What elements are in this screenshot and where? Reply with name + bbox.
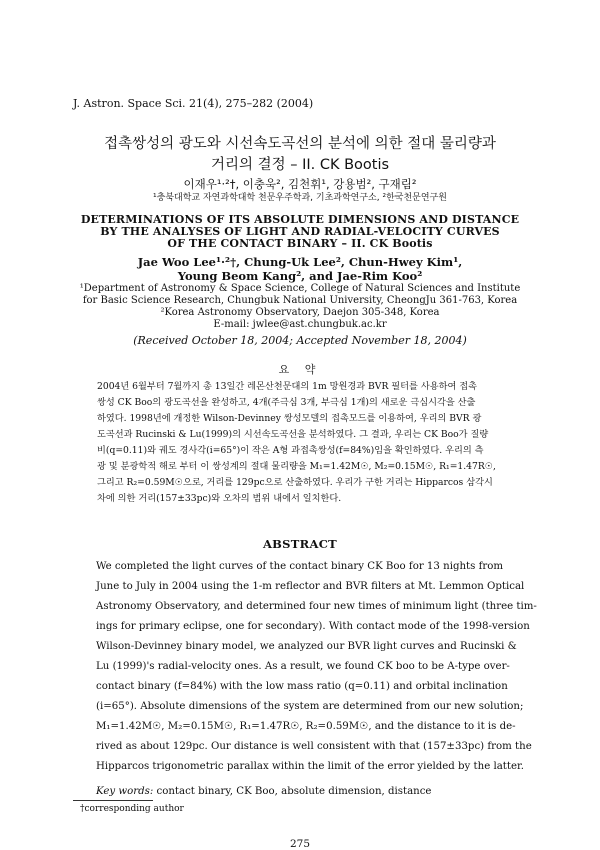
korean-abstract-line: 차에 의한 거리(157±33pc)와 오차의 범위 내에서 일치한다. <box>97 493 342 504</box>
abstract-line: rived as about 129pc. Our distance is well consistent with that (157±33pc) from the <box>96 741 532 752</box>
korean-abstract-line: 광 및 분광학적 해로 부터 이 쌍성계의 절대 물리량을 M₁=1.42M☉, M₂=0.15M☉, R₁=1.47R☉, <box>97 461 496 472</box>
english-authors-line-2: Young Beom Kang², and Jae-Rim Koo² <box>177 269 423 283</box>
page-number: 275 <box>289 838 311 850</box>
keywords-label: Key words: <box>96 786 154 797</box>
journal-reference: J. Astron. Space Sci. 21(4), 275–282 (2004) <box>73 97 314 110</box>
email-address: E-mail: jwlee@ast.chungbuk.ac.kr <box>213 319 387 330</box>
affiliation-1-line-1: ¹Department of Astronomy & Space Science, College of Natural Sciences and Institute <box>79 283 521 294</box>
abstract-heading: ABSTRACT <box>262 537 338 551</box>
keywords <box>96 786 431 797</box>
korean-affiliations: ¹충북대학교 자연과학대학 천문우주학과, 기초과학연구소, ²한국천문연구원 <box>153 193 447 203</box>
abstract-line: Astronomy Observatory, and determined four new times of minimum light (three tim- <box>96 601 537 612</box>
english-title-line-3: OF THE CONTACT BINARY – II. CK Bootis <box>167 237 433 250</box>
abstract-line: (i=65°). Absolute dimensions of the system are determined from our new solution; <box>96 701 524 712</box>
keywords-text: contact binary, CK Boo, absolute dimension, distance <box>156 786 432 797</box>
korean-title-line-2: 거리의 결정 – II. CK Bootis <box>210 157 390 173</box>
korean-abstract <box>97 379 507 507</box>
korean-abstract-heading: 요 약 <box>278 363 322 376</box>
footnote-divider <box>73 800 153 801</box>
korean-abstract-line: 비(q=0.11)와 궤도 경사각(i=65°)이 작은 A형 과접촉쌍성(f=84%)임을 확인하였다. 우리의 측 <box>97 445 484 456</box>
korean-title-line-1: 접촉쌍성의 광도와 시선속도곡선의 분석에 의한 절대 물리량과 <box>104 136 496 152</box>
abstract-line: June to July in 2004 using the 1-m reflector and BVR filters at Mt. Lemmon Optical <box>96 581 525 592</box>
korean-abstract-line: 도곡선과 Rucinski & Lu(1999)의 시선속도곡선을 분석하였다. 그 결과, 우리는 CK Boo가 질량 <box>97 429 489 440</box>
abstract-line: Hipparcos trigonometric parallax within the limit of the error yielded by the latter. <box>96 761 525 772</box>
abstract-line: contact binary (f=84%) with the low mass ratio (q=0.11) and orbital inclination <box>96 681 508 692</box>
korean-authors: 이재우¹·²†, 이충욱², 김천휘¹, 강용범², 구재림² <box>183 177 417 191</box>
abstract-line: We completed the light curves of the contact binary CK Boo for 13 nights from <box>96 561 504 572</box>
korean-abstract-line: 쌍성 CK Boo의 광도곡선을 완성하고, 4개(주극심 3개, 부극심 1개)의 새로운 극심시각을 산출 <box>97 397 476 408</box>
abstract-line: Lu (1999)'s radial-velocity ones. As a result, we found CK boo to be A-type over- <box>96 661 510 672</box>
english-title-line-1: DETERMINATIONS OF ITS ABSOLUTE DIMENSIONS AND DISTANCE <box>80 213 520 226</box>
abstract-line: Wilson-Devinney binary model, we analyzed our BVR light curves and Rucinski & <box>96 641 517 652</box>
english-authors-line-1: Jae Woo Lee¹·²†, Chung-Uk Lee², Chun-Hwey Kim¹, <box>137 255 463 269</box>
english-title-line-2: BY THE ANALYSES OF LIGHT AND RADIAL-VELOCITY CURVES <box>100 225 500 238</box>
abstract-line: M₁=1.42M☉, M₂=0.15M☉, R₁=1.47R☉, R₂=0.59M☉, and the distance to it is de- <box>96 721 516 732</box>
received-accepted-dates: (Received October 18, 2004; Accepted November 18, 2004) <box>133 334 467 347</box>
korean-abstract-line: 그리고 R₂=0.59M☉으로, 거리를 129pc으로 산출하였다. 우리가 구한 거리는 Hipparcos 삼각시 <box>97 477 493 488</box>
affiliation-1-line-2: for Basic Science Research, Chungbuk National University, CheongJu 361-763, Korea <box>82 295 518 306</box>
abstract-line: ings for primary eclipse, one for secondary). With contact mode of the 1998-version <box>96 621 530 632</box>
affiliation-2: ²Korea Astronomy Observatory, Daejon 305-348, Korea <box>160 307 440 318</box>
footnote: †corresponding author <box>80 804 184 814</box>
korean-abstract-line: 2004년 6월부터 7월까지 총 13일간 레몬산천문대의 1m 망원경과 BVR 필터를 사용하여 접촉 <box>97 381 478 392</box>
english-abstract <box>96 557 537 777</box>
korean-abstract-line: 하였다. 1998년에 개정한 Wilson-Devinney 쌍성모델의 접촉모드를 이용하여, 우리의 BVR 광 <box>97 413 482 424</box>
